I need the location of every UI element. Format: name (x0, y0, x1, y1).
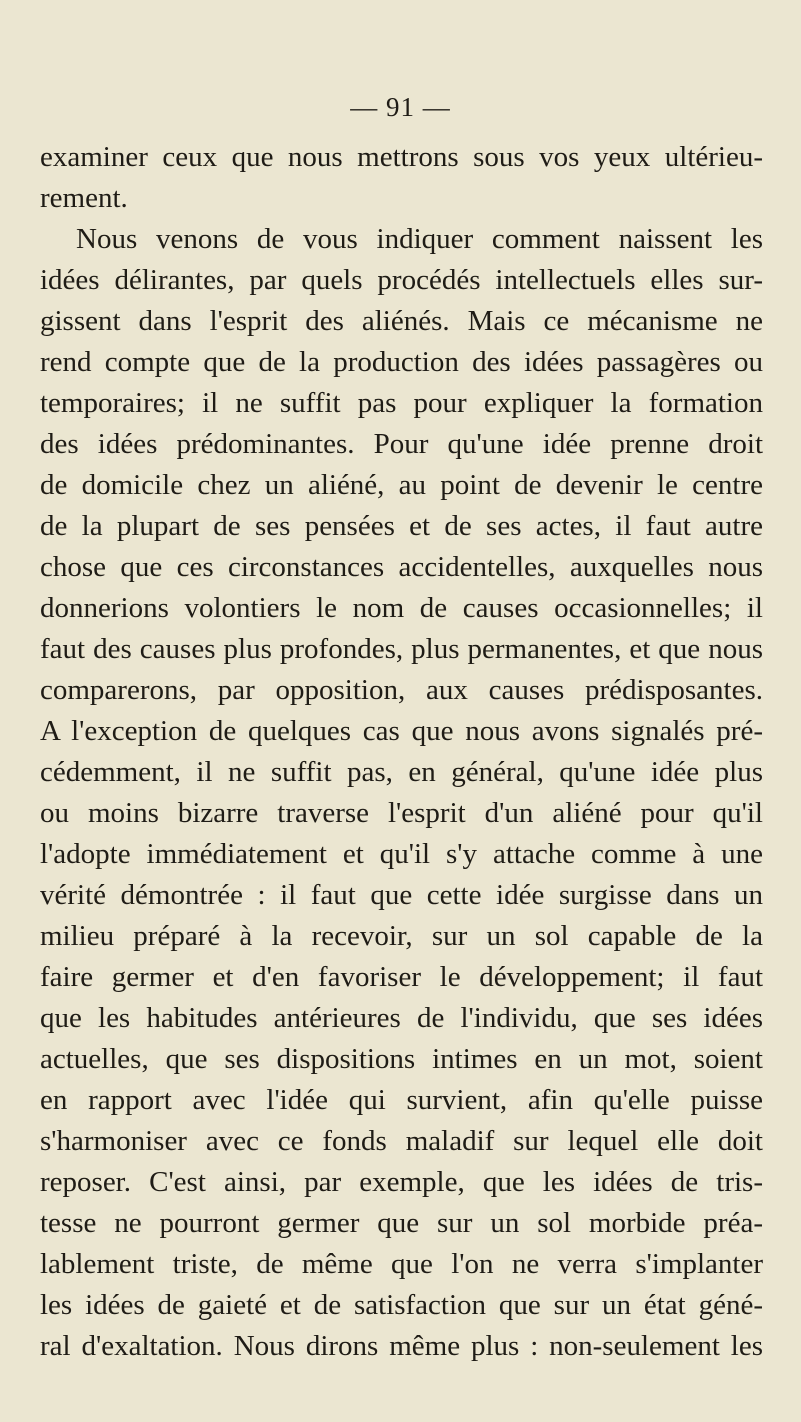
text-line: idées délirantes, par quels procédés intellectuels elles sur- (40, 264, 763, 296)
text-line: milieu préparé à la recevoir, sur un sol capable de la (40, 920, 763, 952)
text-line: vérité démontrée : il faut que cette idée surgisse dans un (40, 879, 763, 911)
text-line: ou moins bizarre traverse l'esprit d'un aliéné pour qu'il (40, 797, 763, 829)
text-line: examiner ceux que nous mettrons sous vos yeux ultérieu- (40, 141, 763, 173)
text-line: chose que ces circonstances accidentelles, auxquelles nous (40, 551, 763, 583)
text-line: lablement triste, de même que l'on ne verra s'implanter (40, 1248, 763, 1280)
text-line: que les habitudes antérieures de l'individu, que ses idées (40, 1002, 763, 1034)
text-line: ral d'exaltation. Nous dirons même plus : non-seulement les (40, 1330, 763, 1362)
text-line: l'adopte immédiatement et qu'il s'y attache comme à une (40, 838, 763, 870)
text-line: temporaires; il ne suffit pas pour expliquer la formation (40, 387, 763, 419)
text-line: comparerons, par opposition, aux causes prédisposantes. (40, 674, 763, 706)
text-line: rement. (40, 182, 128, 214)
text-line: A l'exception de quelques cas que nous avons signalés pré- (40, 715, 763, 747)
text-line: tesse ne pourront germer que sur un sol morbide préa- (40, 1207, 763, 1239)
text-line: reposer. C'est ainsi, par exemple, que les idées de tris- (40, 1166, 763, 1198)
page-number: — 91 — (350, 92, 451, 122)
text-line: s'harmoniser avec ce fonds maladif sur lequel elle doit (40, 1125, 763, 1157)
text-line: des idées prédominantes. Pour qu'une idée prenne droit (40, 428, 763, 460)
text-line: Nous venons de vous indiquer comment naissent les (76, 223, 763, 255)
text-line: rend compte que de la production des idées passagères ou (40, 346, 763, 378)
text-line: de domicile chez un aliéné, au point de devenir le centre (40, 469, 763, 501)
text-line: actuelles, que ses dispositions intimes en un mot, soient (40, 1043, 763, 1075)
text-line: cédemment, il ne suffit pas, en général, qu'une idée plus (40, 756, 763, 788)
text-line: gissent dans l'esprit des aliénés. Mais ce mécanisme ne (40, 305, 763, 337)
text-line: donnerions volontiers le nom de causes occasionnelles; il (40, 592, 763, 624)
text-line: de la plupart de ses pensées et de ses actes, il faut autre (40, 510, 763, 542)
text-line: en rapport avec l'idée qui survient, afin qu'elle puisse (40, 1084, 763, 1116)
text-line: faire germer et d'en favoriser le développement; il faut (40, 961, 763, 993)
text-line: les idées de gaieté et de satisfaction que sur un état géné- (40, 1289, 763, 1321)
body-text (40, 137, 763, 1367)
text-line: faut des causes plus profondes, plus permanentes, et que nous (40, 633, 763, 665)
